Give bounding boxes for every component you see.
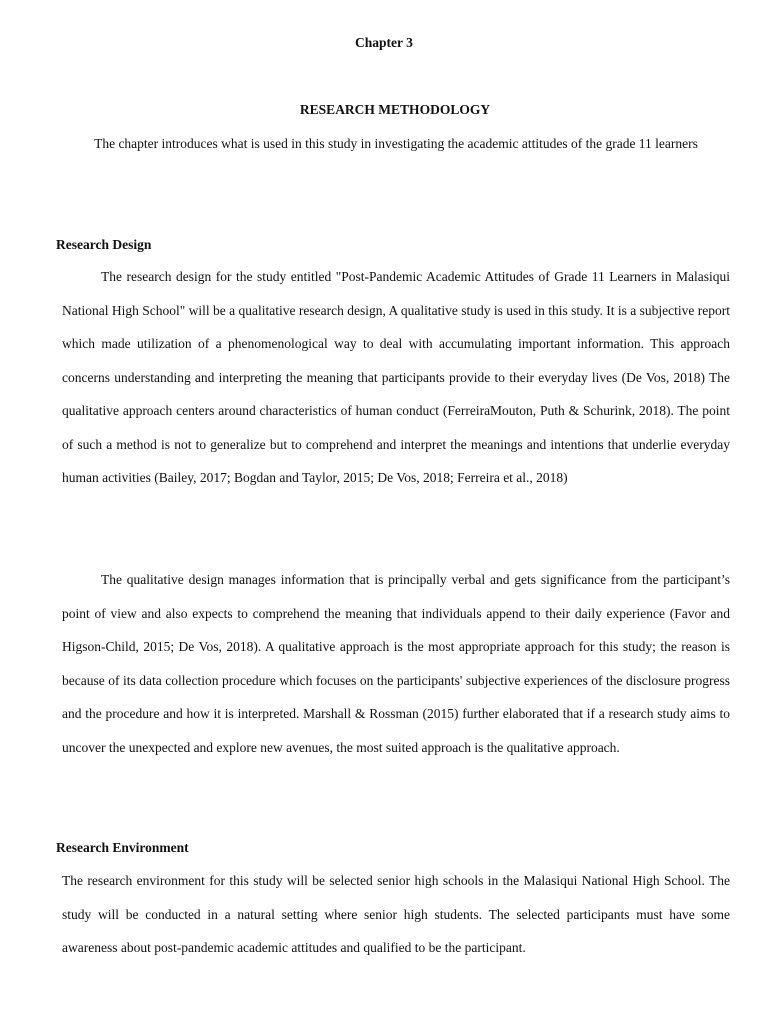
- research-design-paragraph-2: The qualitative design manages information that is principally verbal and gets significance from the participant’s point of view and also expects to comprehend the meaning that individuals append to their daily experience (Favor and Higson-Child, 2015; De Vos, 2018). A qualitative approach is the most appropriate approach for this study; the reason is because of its data collection procedure which focuses on the participants' subjective experiences of the disclosure progress and the procedure and how it is interpreted. Marshall & Rossman (2015) further elaborated that if a research study aims to uncover the unexpected and explore new avenues, the most suited approach is the qualitative approach.: [62, 572, 730, 755]
- chapter-label: Chapter 3: [355, 35, 413, 50]
- chapter-intro: The chapter introduces what is used in this study in investigating the academic attitudes of the grade 11 learners: [94, 136, 698, 151]
- research-design-paragraph-1: The research design for the study entitled "Post-Pandemic Academic Attitudes of Grade 11 Learners in Malasiqui National High School" will be a qualitative research design, A qualitative study is used in this study. It is a subjective report which made utilization of a phenomenological way to deal with accumulating important information. This approach concerns understanding and interpreting the meaning that participants provide to their everyday lives (De Vos, 2018) The qualitative approach centers around characteristics of human conduct (FerreiraMouton, Puth & Schurink, 2018). The point of such a method is not to generalize but to comprehend and interpret the meanings and intentions that underlie everyday human activities (Bailey, 2017; Bogdan and Taylor, 2015; De Vos, 2018; Ferreira et al., 2018): [62, 269, 730, 485]
- section-heading-research-design: Research Design: [56, 237, 152, 252]
- section-heading-research-environment: Research Environment: [56, 840, 189, 855]
- research-environment-paragraph-1: The research environment for this study will be selected senior high schools in the Malasiqui National High School. The study will be conducted in a natural setting where senior high students. The selected participants must have some awareness about post-pandemic academic attitudes and qualified to be the participant.: [62, 873, 730, 955]
- chapter-title: RESEARCH METHODOLOGY: [299, 102, 491, 117]
